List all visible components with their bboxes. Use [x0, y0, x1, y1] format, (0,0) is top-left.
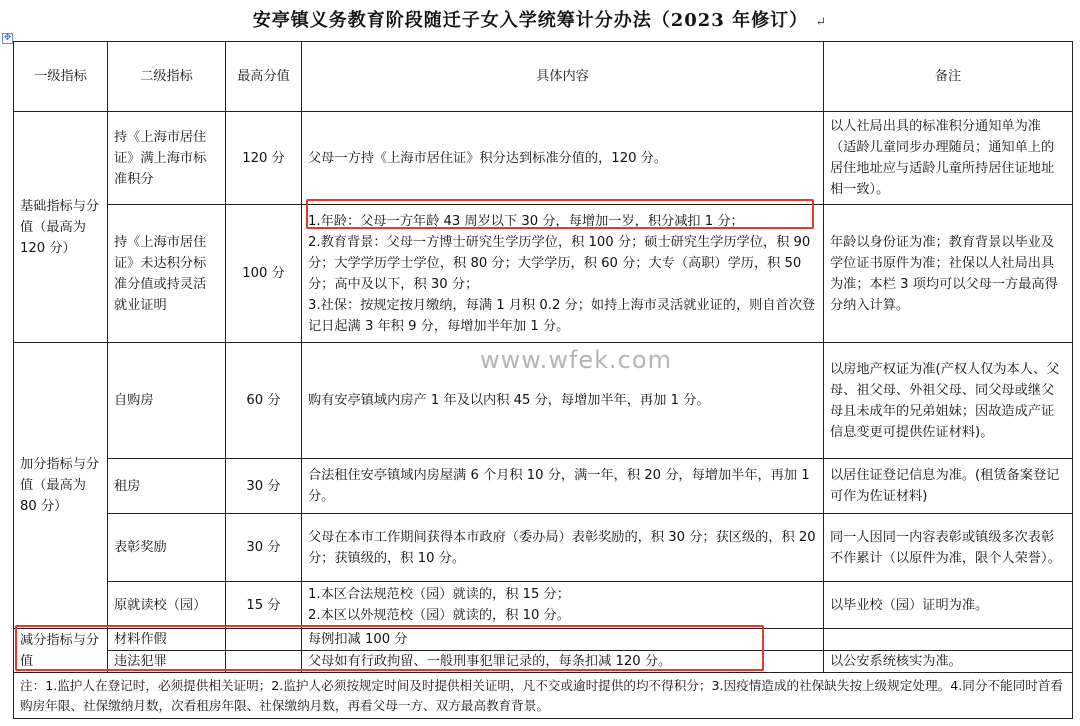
- note-cell: [824, 629, 1073, 651]
- header-level2: 二级指标: [108, 42, 226, 112]
- footnote: 注：1.监护人在登记时，必须提供相关证明；2.监护人必须按规定时间及时提供相关证明，凡不交或逾时提供的均不得积分；3.因疫情造成的社保缺失按上级规定处理。4.同分不能同时首看购房年限、社保缴纳月数，次看租房年限、社保缴纳月数，再看父母一方、双方最高教育背景。: [14, 673, 1073, 719]
- content-cell: 每例扣减 100 分: [302, 629, 824, 651]
- content-cell: [302, 205, 824, 343]
- max-score: [226, 629, 302, 651]
- sub-indicator: 租房: [108, 459, 226, 514]
- scoring-table: [13, 41, 1073, 719]
- content-cell: 合法租住安亭镇域内房屋满 6 个月积 10 分，满一年，积 20 分，每增加半年，再加 1 分。: [302, 459, 824, 514]
- watermark: www.wfek.com: [480, 346, 672, 374]
- table-move-handle-icon[interactable]: ✥: [3, 33, 12, 43]
- note-cell: 以房地产权证为准(产权人仅为本人、父母、祖父母、外祖父母、同父母或继父母且未成年的兄弟姐妹；因故造成产证信息变更可提供佐证材料)。: [824, 343, 1073, 459]
- note-cell: 以人社局出具的标准积分通知单为准（适龄儿童同步办理随员；通知单上的居住地址应与适龄儿童所持居住证地址相一致）。: [824, 112, 1073, 205]
- footnote-row: [14, 673, 1073, 719]
- max-score: 100 分: [226, 205, 302, 343]
- table-row: [14, 582, 1073, 629]
- note-cell: 以毕业校（园）证明为准。: [824, 582, 1073, 629]
- content-line-education: 2.教育背景：父母一方博士研究生学历学位，积 100 分；硕士研究生学历学位，积 90 分；大学学历学士学位，积 80 分；大学学历，积 60 分；大专（高职）学历，积 50 分；高中及以下，积 30 分；: [308, 234, 811, 292]
- max-score: 30 分: [226, 514, 302, 582]
- sub-indicator: 材料作假: [108, 629, 226, 651]
- note-cell: 以居住证登记信息为准。(租赁备案登记可作为佐证材料): [824, 459, 1073, 514]
- max-score: 120 分: [226, 112, 302, 205]
- document-title: 安亭镇义务教育阶段随迁子女入学统筹计分办法（2023 年修订） ↵: [252, 10, 828, 31]
- group-deduct: 减分指标与分值: [14, 629, 108, 673]
- max-score: 60 分: [226, 343, 302, 459]
- table-row: [14, 205, 1073, 343]
- header-level1: 一级指标: [14, 42, 108, 112]
- sub-indicator: 持《上海市居住证》未达积分标准分值或持灵活就业证明: [108, 205, 226, 343]
- content-cell: 父母在本市工作期间获得本市政府（委办局）表彰奖励的，积 30 分；获区级的，积 20 分；获镇级的，积 10 分。: [302, 514, 824, 582]
- note-cell: 以公安系统核实为准。: [824, 651, 1073, 673]
- content-line-age: 1.年龄：父母一方年龄 43 周岁以下 30 分，每增加一岁，积分减扣 1 分；: [308, 213, 744, 229]
- sub-indicator: 持《上海市居住证》满上海市标准积分: [108, 112, 226, 205]
- note-cell: 同一人因同一内容表彰或镇级多次表彰不作累计（以原件为准，限个人荣誉）。: [824, 514, 1073, 582]
- content-cell: 购有安亭镇域内房产 1 年及以内积 45 分，每增加半年，再加 1 分。: [302, 343, 824, 459]
- max-score: 15 分: [226, 582, 302, 629]
- table-row: [14, 459, 1073, 514]
- table-header-row: [14, 42, 1073, 112]
- header-max-score: 最高分值: [226, 42, 302, 112]
- content-line-social-security: 3.社保：按规定按月缴纳，每满 1 月积 0.2 分；如持上海市灵活就业证的，则自首次登记日起满 3 年积 9 分，每增加半年加 1 分。: [308, 297, 816, 334]
- table-row: [14, 651, 1073, 673]
- content-cell: 父母一方持《上海市居住证》积分达到标准分值的，120 分。: [302, 112, 824, 205]
- group-basic: 基础指标与分值（最高为 120 分）: [14, 112, 108, 343]
- content-cell: 1.本区合法规范校（园）就读的，积 15 分； 2.本区以外规范校（园）就读的，积 10 分。: [302, 582, 824, 629]
- table-row: [14, 112, 1073, 205]
- header-content: 具体内容: [302, 42, 824, 112]
- content-cell: 父母如有行政拘留、一般刑事犯罪记录的，每条扣减 120 分。: [302, 651, 824, 673]
- table-row: [14, 514, 1073, 582]
- header-note: 备注: [824, 42, 1073, 112]
- sub-indicator: 自购房: [108, 343, 226, 459]
- sub-indicator: 表彰奖励: [108, 514, 226, 582]
- note-cell: 年龄以身份证为准；教育背景以毕业及学位证书原件为准；社保以人社局出具为准；本栏 3 项均可以父母一方最高得分纳入计算。: [824, 205, 1073, 343]
- max-score: [226, 651, 302, 673]
- sub-indicator: 违法犯罪: [108, 651, 226, 673]
- group-bonus: 加分指标与分值（最高为 80 分）: [14, 343, 108, 629]
- max-score: 30 分: [226, 459, 302, 514]
- table-row: [14, 629, 1073, 651]
- sub-indicator: 原就读校（园）: [108, 582, 226, 629]
